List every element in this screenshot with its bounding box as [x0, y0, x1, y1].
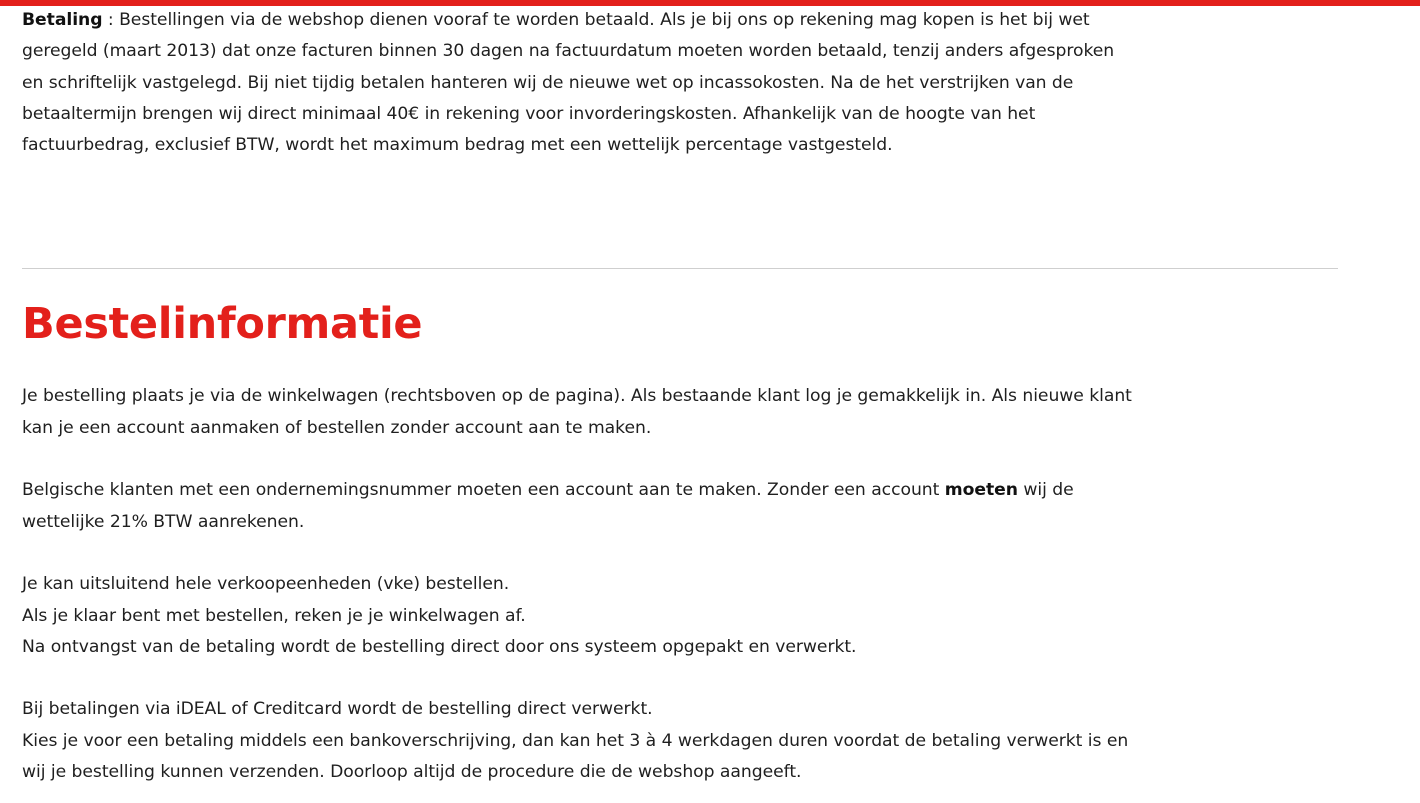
- order-info-p2-text-after: wij de: [1017, 480, 1074, 501]
- order-info-paragraph-1: [22, 381, 1338, 444]
- order-info-p3-line-2: Als je klaar bent met bestellen, reken je je winkelwagen af.: [22, 605, 526, 626]
- order-info-paragraph-4: [22, 694, 1338, 788]
- payment-line-4: betaaltermijn brengen wij direct minimaal 40€ in rekening voor invorderingskosten. Afhankelijk van de hoogte van het: [22, 103, 1036, 124]
- order-info-p2-bold: moeten: [944, 480, 1018, 501]
- payment-line-3: en schriftelijk vastgelegd. Bij niet tijdig betalen hanteren wij de nieuwe wet op incassokosten. Na de het verstrijken van de: [22, 72, 1074, 93]
- payment-paragraph: [22, 5, 1338, 161]
- order-info-p4-line-2: Kies je voor een betaling middels een bankoverschrijving, dan kan het 3 à 4 werkdagen duren voordat de betaling verwerkt is en: [22, 730, 1129, 751]
- payment-label: Betaling: [22, 10, 103, 30]
- section-divider: [22, 268, 1338, 269]
- order-info-p4-line-3: wij je bestelling kunnen verzenden. Doorloop altijd de procedure die de webshop aangeeft.: [22, 762, 802, 783]
- order-info-p3-line-1: Je kan uitsluitend hele verkoopeenheden (vke) bestellen.: [22, 574, 510, 595]
- payment-line-2: geregeld (maart 2013) dat onze facturen binnen 30 dagen na factuurdatum moeten worden betaald, tenzij anders afgesproken: [22, 41, 1115, 62]
- order-info-paragraph-2: [22, 475, 1338, 538]
- order-info-p4-line-1: Bij betalingen via iDEAL of Creditcard wordt de bestelling direct verwerkt.: [22, 699, 653, 720]
- order-info-body: [22, 381, 1338, 788]
- order-info-p2-text-before: Belgische klanten met een ondernemingsnummer moeten een account aan te maken. Zonder een account: [22, 480, 945, 501]
- order-info-paragraph-3: [22, 569, 1338, 663]
- main-content: [22, 5, 1338, 788]
- payment-line-5: factuurbedrag, exclusief BTW, wordt het maximum bedrag met een wettelijk percentage vastgesteld.: [22, 135, 893, 156]
- order-info-p2-line-2: wettelijke 21% BTW aanrekenen.: [22, 511, 305, 532]
- payment-line-1: : Bestellingen via de webshop dienen vooraf te worden betaald. Als je bij ons op rekening mag kopen is het bij wet: [102, 10, 1090, 30]
- payment-section: [22, 5, 1338, 161]
- order-info-p1-line-1: Je bestelling plaats je via de winkelwagen (rechtsboven op de pagina). Als bestaande klant log je gemakkelijk in. Als nieuwe klant: [22, 386, 1132, 407]
- order-info-p1-line-2: kan je een account aanmaken of bestellen zonder account aan te maken.: [22, 417, 652, 438]
- order-info-heading: Bestelinformatie: [22, 299, 423, 350]
- order-info-p3-line-3: Na ontvangst van de betaling wordt de bestelling direct door ons systeem opgepakt en verwerkt.: [22, 636, 857, 657]
